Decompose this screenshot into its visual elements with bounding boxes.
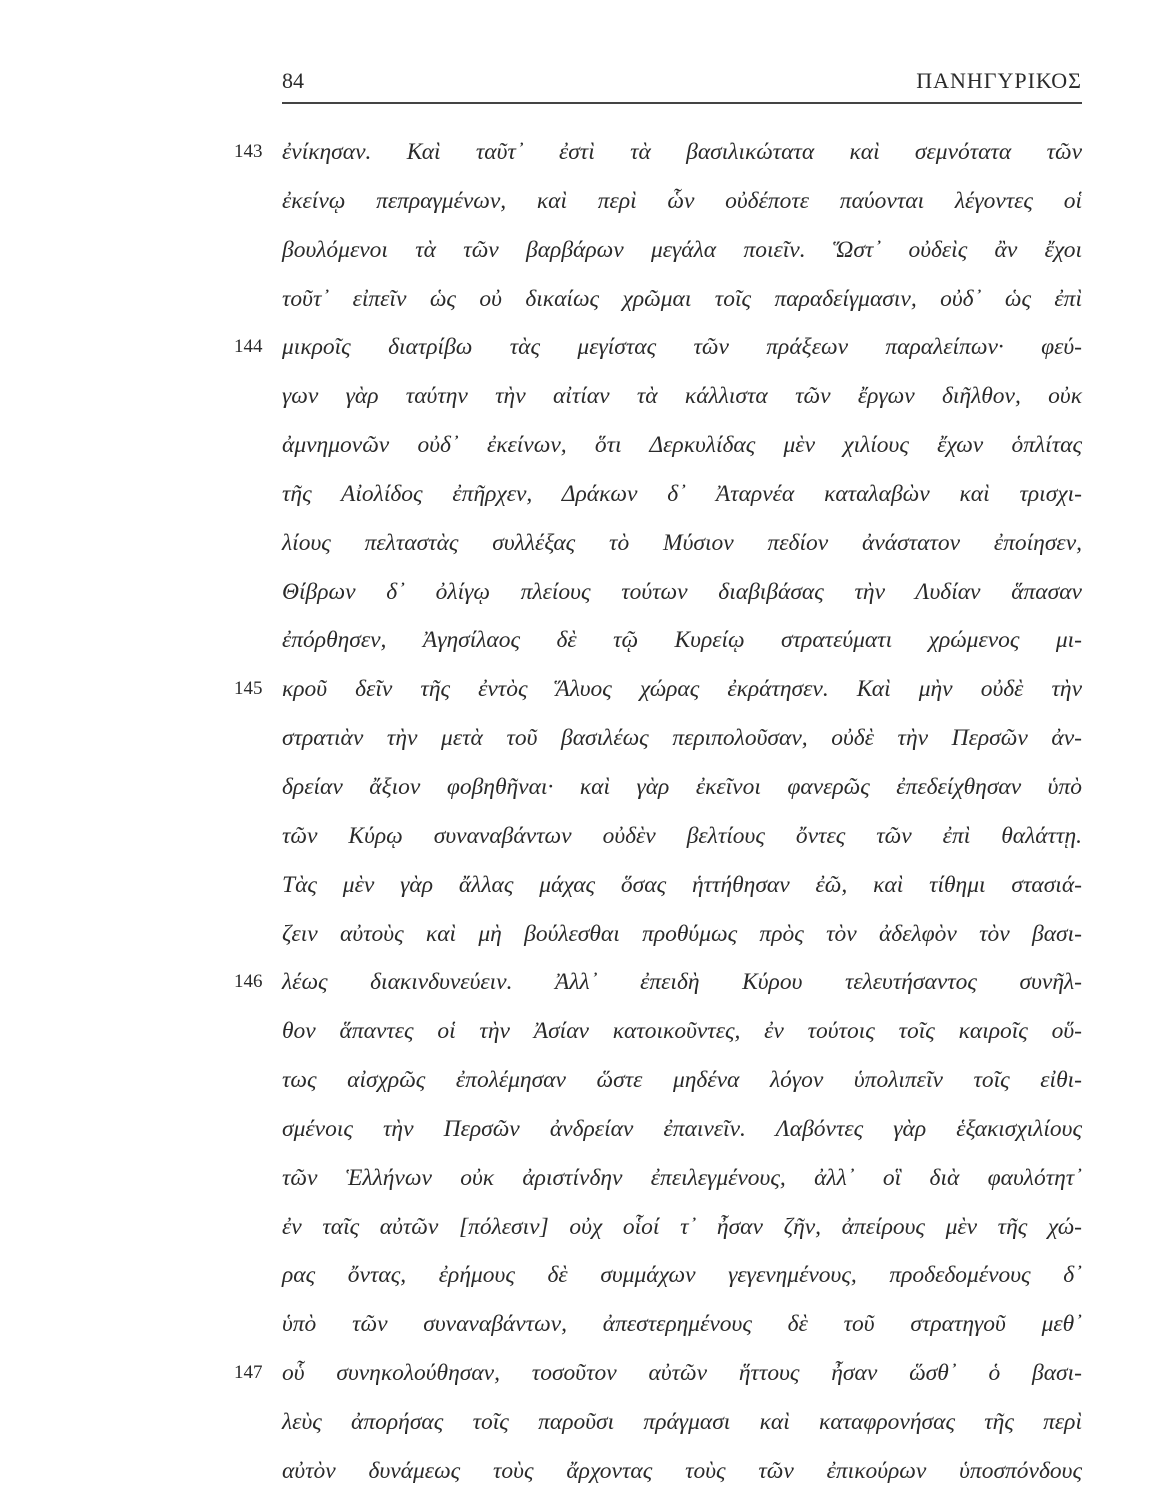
line-text: Θίβρων δ᾽ ὀλίγῳ πλείους τούτων διαβιβάσας τὴν Λυδίαν ἅπασαν bbox=[282, 578, 1082, 605]
main-text bbox=[234, 128, 1082, 1496]
line-text: ἐν ταῖς αὐτῶν [πόλεσιν] οὐχ οἷοί τ᾽ ἦσαν ζῆν, ἀπείρους μὲν τῆς χώ- bbox=[282, 1213, 1082, 1240]
text-line bbox=[282, 519, 1082, 568]
line-text: γων γὰρ ταύτην τὴν αἰτίαν τὰ κάλλιστα τῶν ἔργων διῆλθον, οὐκ bbox=[282, 383, 1082, 410]
line-text: ρας ὄντας, ἐρήμους δὲ συμμάχων γεγενημένους, προδεδομένους δ᾽ bbox=[282, 1262, 1082, 1289]
line-text: ἐπόρθησεν, Ἀγησίλαος δὲ τῷ Κυρείῳ στρατεύματι χρώμενος μι- bbox=[282, 627, 1082, 654]
text-line bbox=[282, 1105, 1082, 1154]
section-number: 147 bbox=[234, 1362, 263, 1384]
line-text: ὑπὸ τῶν συναναβάντων, ἀπεστερημένους δὲ τοῦ στρατηγοῦ μεθ᾽ bbox=[282, 1311, 1082, 1338]
text-line bbox=[282, 177, 1082, 226]
line-text: τῶν Κύρῳ συναναβάντων οὐδὲν βελτίους ὄντες τῶν ἐπὶ θαλάττῃ. bbox=[282, 822, 1082, 849]
text-line bbox=[282, 1398, 1082, 1447]
text-line bbox=[282, 910, 1082, 959]
text-line bbox=[282, 421, 1082, 470]
line-text: στρατιὰν τὴν μετὰ τοῦ βασιλέως περιπολοῦσαν, οὐδὲ τὴν Περσῶν ἀν- bbox=[282, 725, 1082, 752]
line-text: λέως διακινδυνεύειν. Ἀλλ᾽ ἐπειδὴ Κύρου τελευτήσαντος συνῆλ- bbox=[282, 969, 1082, 996]
line-text: Τὰς μὲν γὰρ ἄλλας μάχας ὅσας ἡττήθησαν ἐῶ, καὶ τίθημι στασιά- bbox=[282, 871, 1082, 898]
section-number: 145 bbox=[234, 678, 263, 700]
line-text: λίους πελταστὰς συλλέξας τὸ Μύσιον πεδίον ἀνάστατον ἐποίησεν, bbox=[282, 529, 1082, 556]
text-line bbox=[282, 1056, 1082, 1105]
text-line bbox=[282, 1007, 1082, 1056]
text-line bbox=[282, 1447, 1082, 1496]
text-line bbox=[282, 568, 1082, 617]
text-line bbox=[282, 763, 1082, 812]
section-number: 144 bbox=[234, 336, 263, 358]
text-line bbox=[282, 470, 1082, 519]
line-text: αὐτὸν δυνάμεως τοὺς ἄρχοντας τοὺς τῶν ἐπικούρων ὑποσπόνδους bbox=[282, 1457, 1082, 1484]
text-line bbox=[234, 128, 1082, 177]
text-line bbox=[282, 372, 1082, 421]
running-head bbox=[282, 68, 1082, 104]
line-text: ἐκείνῳ πεπραγμένων, καὶ περὶ ὧν οὐδέποτε παύονται λέγοντες οἱ bbox=[282, 187, 1082, 214]
line-text: ζειν αὐτοὺς καὶ μὴ βούλεσθαι προθύμως πρὸς τὸν ἀδελφὸν τὸν βασι- bbox=[282, 920, 1082, 947]
text-line bbox=[282, 861, 1082, 910]
line-text: θον ἅπαντες οἱ τὴν Ἀσίαν κατοικοῦντες, ἐν τούτοις τοῖς καιροῖς οὕ- bbox=[282, 1018, 1082, 1045]
text-line bbox=[282, 714, 1082, 763]
line-text: οὗ συνηκολούθησαν, τοσοῦτον αὐτῶν ἥττους ἦσαν ὥσθ᾽ ὁ βασι- bbox=[282, 1360, 1082, 1387]
line-text: λεὺς ἀπορήσας τοῖς παροῦσι πράγμασι καὶ καταφρονήσας τῆς περὶ bbox=[282, 1408, 1082, 1435]
text-line bbox=[234, 665, 1082, 714]
text-line bbox=[282, 1300, 1082, 1349]
line-text: τοῦτ᾽ εἰπεῖν ὡς οὐ δικαίως χρῶμαι τοῖς παραδείγμασιν, οὐδ᾽ ὡς ἐπὶ bbox=[282, 285, 1082, 312]
section-number: 143 bbox=[234, 141, 263, 162]
text-line bbox=[282, 226, 1082, 275]
line-text: ἀμνημονῶν οὐδ᾽ ἐκείνων, ὅτι Δερκυλίδας μὲν χιλίους ἔχων ὁπλίτας bbox=[282, 432, 1082, 459]
page-number: 84 bbox=[282, 68, 304, 93]
text-line bbox=[282, 616, 1082, 665]
line-text: ἐνίκησαν. Καὶ ταῦτ᾽ ἐστὶ τὰ βασιλικώτατα καὶ σεμνότατα τῶν bbox=[282, 139, 1082, 165]
line-text: μικροῖς διατρίβω τὰς μεγίστας τῶν πράξεων παραλείπων· φεύ- bbox=[282, 334, 1082, 361]
line-text: κροῦ δεῖν τῆς ἐντὸς Ἅλυος χώρας ἐκράτησεν. Καὶ μὴν οὐδὲ τὴν bbox=[282, 676, 1082, 703]
text-line bbox=[234, 1349, 1082, 1398]
text-line bbox=[282, 1154, 1082, 1203]
text-line bbox=[282, 275, 1082, 324]
line-text: τως αἰσχρῶς ἐπολέμησαν ὥστε μηδένα λόγον ὑπολιπεῖν τοῖς εἰθι- bbox=[282, 1067, 1082, 1094]
running-title: ΠΑΝΗΓΥΡΙΚΟΣ bbox=[916, 68, 1082, 93]
line-text: σμένοις τὴν Περσῶν ἀνδρείαν ἐπαινεῖν. Λαβόντες γὰρ ἑξακισχιλίους bbox=[282, 1115, 1082, 1142]
line-text: βουλόμενοι τὰ τῶν βαρβάρων μεγάλα ποιεῖν. Ὥστ᾽ οὐδεὶς ἂν ἔχοι bbox=[282, 236, 1082, 263]
text-line bbox=[282, 1203, 1082, 1252]
line-text: τῶν Ἑλλήνων οὐκ ἀριστίνδην ἐπειλεγμένους, ἀλλ᾽ οἳ διὰ φαυλότητ᾽ bbox=[282, 1164, 1082, 1191]
text-line bbox=[234, 323, 1082, 372]
text-line bbox=[282, 812, 1082, 861]
text-line bbox=[234, 958, 1082, 1007]
text-line bbox=[282, 1251, 1082, 1300]
line-text: δρείαν ἄξιον φοβηθῆναι· καὶ γὰρ ἐκεῖνοι φανερῶς ἐπεδείχθησαν ὑπὸ bbox=[282, 773, 1082, 800]
line-text: τῆς Αἰολίδος ἐπῆρχεν, Δράκων δ᾽ Ἀταρνέα καταλαβὼν καὶ τρισχι- bbox=[282, 480, 1082, 507]
section-number: 146 bbox=[234, 971, 263, 993]
